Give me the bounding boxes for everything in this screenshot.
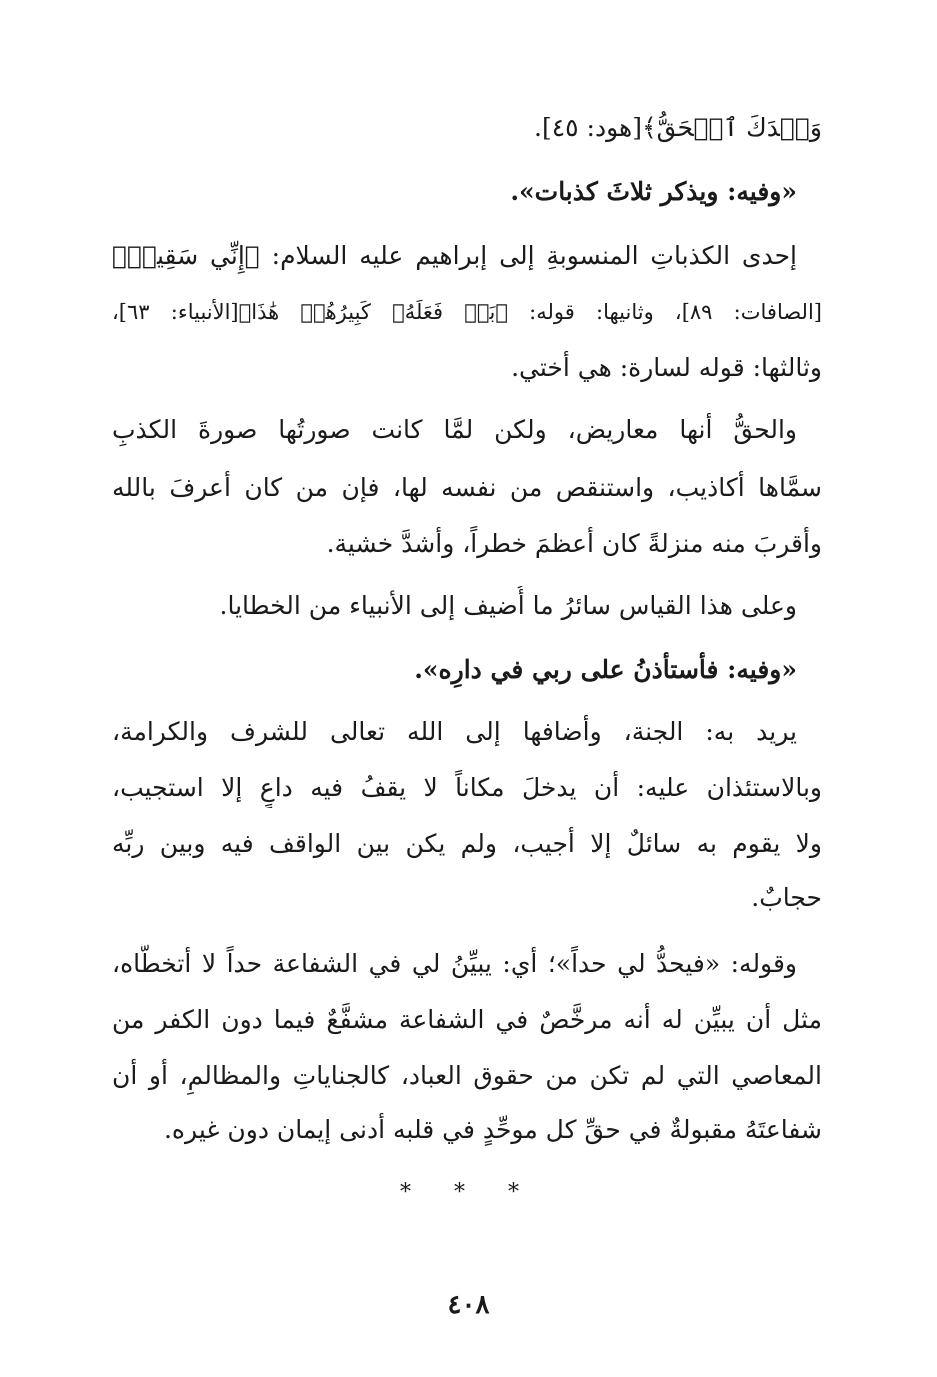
text-line: [الصافات: ٨٩]، وثانيها: قوله: ﴿بَلۡ فَعَلَهُۥ كَبِيرُهُمۡ هَٰذَا﴾[الأنبياء: ٦٣]، xyxy=(112,300,822,324)
text-line: مثل أن يبيِّن له أنه مرخَّصٌ في الشفاعة مشفَّعٌ فيما دون الكفر من xyxy=(112,1005,822,1034)
text-line: حجابٌ. xyxy=(751,883,822,912)
text-line: وعلى هذا القياس سائرُ ما أُضيف إلى الأنبياء من الخطايا. xyxy=(219,591,797,620)
text-line: سمَّاها أكاذيب، واستنقص من نفسه لها، فإن من كان أعرفَ بالله xyxy=(112,473,822,502)
text-line: وَعۡدَكَ ٱلۡحَقُّ﴾[هود: ٤٥]. xyxy=(534,113,822,142)
section-heading: «وفيه: ويذكر ثلاثَ كذبات». xyxy=(510,177,797,206)
text-line: شفاعتَهُ مقبولةٌ في حقِّ كل موحِّدٍ في قلبه أدنى إيمان دون غيره. xyxy=(163,1115,822,1144)
text-line: إحدى الكذباتِ المنسوبةِ إلى إبراهيم عليه السلام: ﴿إِنِّي سَقِيمٞ﴾ xyxy=(112,241,797,270)
text-line: المعاصي التي لم تكن من حقوق العباد، كالجناياتِ والمظالمِ، أو أن xyxy=(112,1061,822,1090)
text-line: وقوله: «فيحدُّ لي حداً»؛ أي: يبيِّنُ لي في الشفاعة حداً لا أتخطَّاه، xyxy=(112,949,797,978)
section-separator: * * * xyxy=(400,1180,537,1205)
text-line: وبالاستئذان عليه: أن يدخلَ مكاناً لا يقفُ فيه داعٍ إلا استجيب، xyxy=(112,773,822,802)
text-line: والحقُّ أنها معاريض، ولكن لمَّا كانت صورتُها صورةَ الكذبِ xyxy=(112,415,797,444)
text-line: يريد به: الجنة، وأضافها إلى الله تعالى للشرف والكرامة، xyxy=(112,717,797,746)
section-heading: «وفيه: فأستأذنُ على ربي في دارِه». xyxy=(414,655,797,684)
page-number: ٤٠٨ xyxy=(447,1290,490,1320)
text-line: وأقربَ منه منزلةً كان أعظمَ خطراً، وأشدَّ خشية. xyxy=(326,529,822,558)
text-line: وثالثها: قوله لسارة: هي أختي. xyxy=(511,353,822,382)
text-line: ولا يقوم به سائلٌ إلا أجيب، ولم يكن بين الواقف فيه وبين ربِّه xyxy=(112,829,822,858)
